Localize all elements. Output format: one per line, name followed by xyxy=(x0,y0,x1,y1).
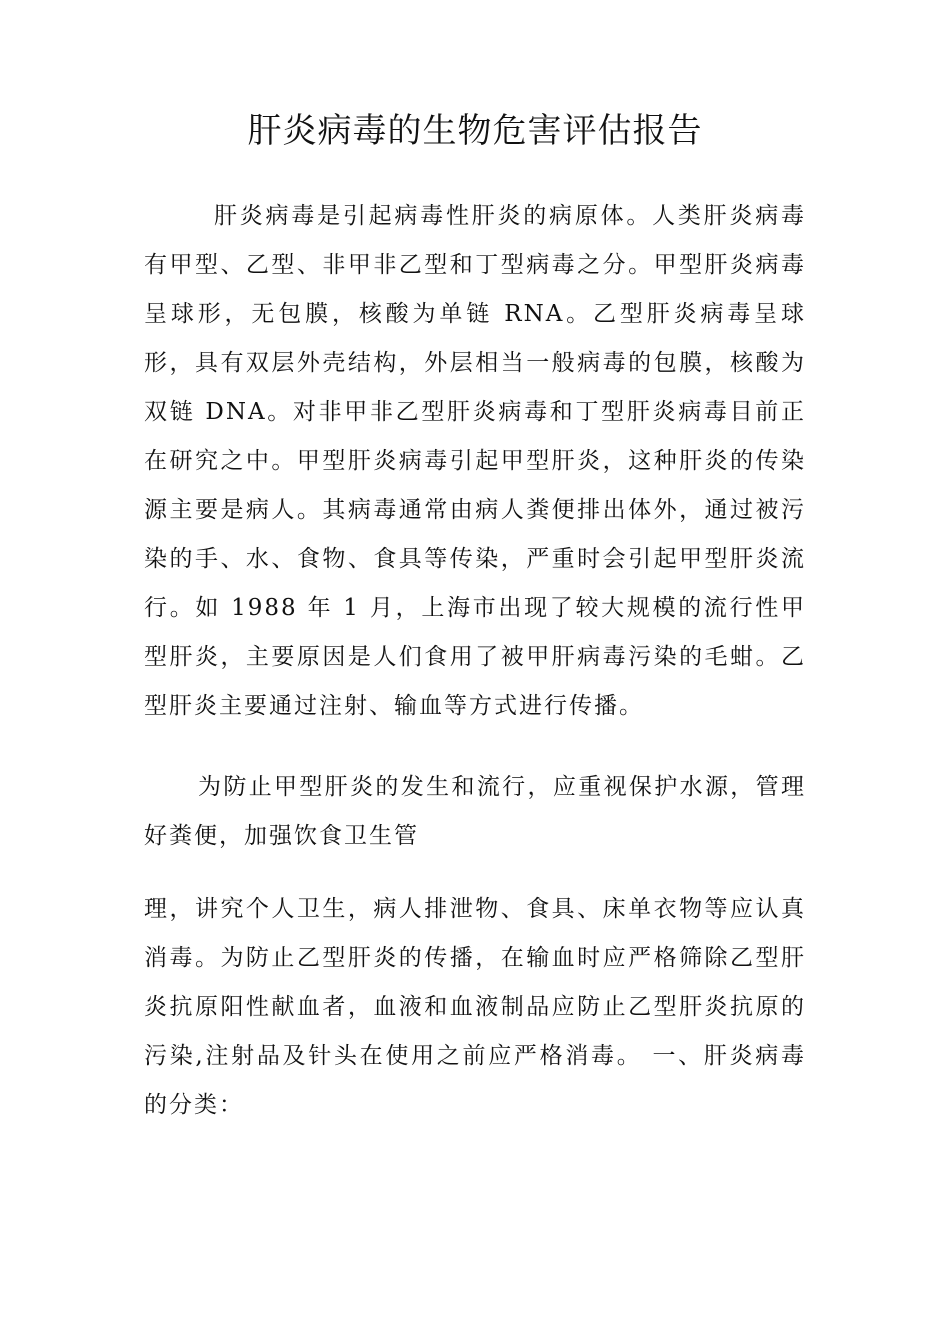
paragraph-prevention-hepatitis-b: 理，讲究个人卫生，病人排泄物、食具、床单衣物等应认真消毒。为防止乙型肝炎的传播，在输血时应严格筛除乙型肝炎抗原阳性献血者，血液和血液制品应防止乙型肝炎抗原的污染,注射品及针头在使用之前应严格消毒。 一、肝炎病毒的分类： xyxy=(144,896,806,1118)
paragraph-prevention-hepatitis-a: 为防止甲型肝炎的发生和流行，应重视保护水源，管理好粪便，加强饮食卫生管 xyxy=(144,774,806,849)
paragraph-virus-overview: 肝炎病毒是引起病毒性肝炎的病原体。人类肝炎病毒有甲型、乙型、非甲非乙型和丁型病毒之分。甲型肝炎病毒呈球形，无包膜，核酸为单链 RNA。乙型肝炎病毒呈球形，具有双层外壳结构，外层相当一般病毒的包膜，核酸为双链 DNA。对非甲非乙型肝炎病毒和丁型肝炎病毒目前正在研究之中。甲型肝炎病毒引起甲型肝炎，这种肝炎的传染源主要是病人。其病毒通常由病人粪便排出体外，通过被污染的手、水、食物、食具等传染，严重时会引起甲型肝炎流行。如 1988 年 1 月，上海市出现了较大规模的流行性甲型肝炎，主要原因是人们食用了被甲肝病毒污染的毛蚶。乙型肝炎主要通过注射、输血等方式进行传播。 xyxy=(144,203,806,719)
document-title: 肝炎病毒的生物危害评估报告 xyxy=(247,111,703,151)
